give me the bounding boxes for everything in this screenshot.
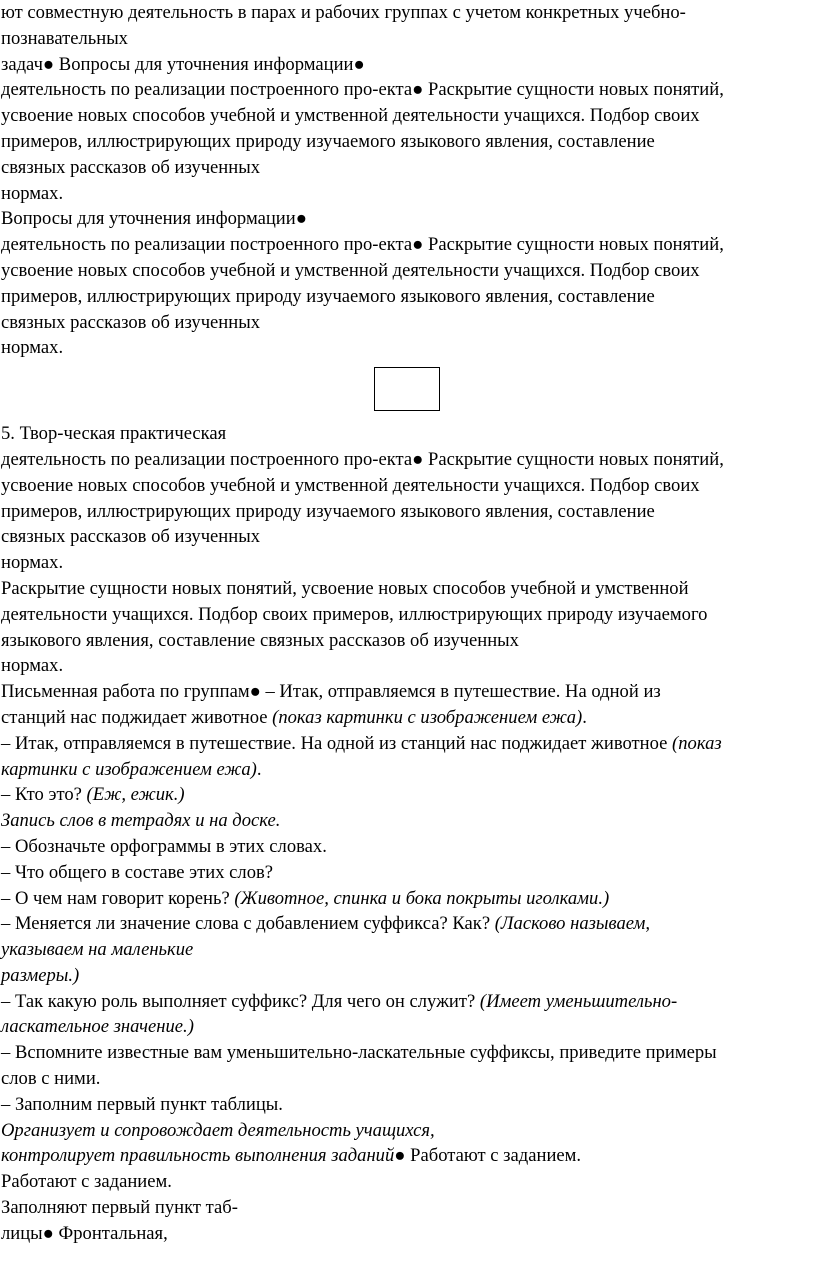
text-line: нормах. — [1, 337, 64, 359]
text-line: связных рассказов об изученных — [1, 311, 260, 333]
dialog-block — [0, 679, 816, 1247]
text-line: деятельности учащихся. Подбор своих примеров, иллюстрирующих природу изучаемого — [1, 603, 708, 625]
dialog-line: лицы● Фронтальная, — [1, 1222, 168, 1244]
dialog-line: – Кто это? (Еж, ежик.) — [1, 784, 185, 806]
dialog-line: – Что общего в составе этих слов? — [1, 861, 274, 883]
text-line: задач● Вопросы для уточнения информации● — [1, 53, 365, 75]
text-line: Вопросы для уточнения информации● — [1, 208, 307, 230]
dialog-line: ласкательное значение.) — [1, 1016, 194, 1038]
text-line: познавательных — [1, 27, 128, 49]
text-line: Раскрытие сущности новых понятий, усвоение новых способов учебной и умственной — [1, 577, 689, 599]
text-line: усвоение новых способов учебной и умственной деятельности учащихся. Подбор своих — [1, 259, 700, 281]
text-line: деятельность по реализации построенного про-екта● Раскрытие сущности новых понятий, — [1, 234, 724, 256]
dialog-line: – Так какую роль выполняет суффикс? Для чего он служит? (Имеет уменьшительно- — [1, 990, 678, 1012]
dialog-line: Работают с заданием. — [1, 1171, 172, 1193]
text-line: ют совместную деятельность в парах и рабочих группах с учетом конкретных учебно- — [1, 2, 686, 23]
dialog-line: Организует и сопровождает деятельность учащихся, — [1, 1119, 435, 1141]
text-block-1 — [0, 0, 816, 361]
dialog-line: – Меняется ли значение слова с добавлением суффикса? Как? (Ласково называем, — [1, 913, 651, 935]
dialog-line: – Заполним первый пункт таблицы. — [1, 1093, 283, 1115]
text-line: примеров, иллюстрирующих природу изучаемого языкового явления, составление — [1, 500, 655, 522]
text-line: языкового явления, составление связных рассказов об изученных — [1, 629, 519, 651]
text-line: 5. Твор-ческая практическая — [1, 423, 227, 445]
text-line: деятельность по реализации построенного про-екта● Раскрытие сущности новых понятий, — [1, 448, 724, 470]
dialog-line: Письменная работа по группам● – Итак, отправляемся в путешествие. На одной из — [1, 681, 661, 703]
empty-table-cell — [374, 367, 440, 411]
text-line: усвоение новых способов учебной и умственной деятельности учащихся. Подбор своих — [1, 474, 700, 496]
dialog-line: слов с ними. — [1, 1068, 101, 1090]
dialog-line: Запись слов в тетрадях и на доске. — [1, 810, 281, 832]
text-line: усвоение новых способов учебной и умственной деятельности учащихся. Подбор своих — [1, 105, 700, 127]
dialog-line: – Итак, отправляемся в путешествие. На одной из станций нас поджидает животное (показ — [1, 732, 722, 754]
text-line: нормах. — [1, 655, 64, 677]
empty-box-row — [0, 361, 816, 421]
dialog-line: указываем на маленькие — [1, 939, 194, 961]
dialog-line: Заполняют первый пункт таб- — [1, 1197, 238, 1219]
dialog-line: – Вспомните известные вам уменьшительно-ласкательные суффиксы, приведите примеры — [1, 1042, 717, 1064]
text-line: нормах. — [1, 552, 64, 574]
text-line: связных рассказов об изученных — [1, 526, 260, 548]
text-line: примеров, иллюстрирующих природу изучаемого языкового явления, составление — [1, 285, 655, 307]
text-line: деятельность по реализации построенного про-екта● Раскрытие сущности новых понятий, — [1, 79, 724, 101]
dialog-line: контролирует правильность выполнения заданий● Работают с заданием. — [1, 1145, 582, 1167]
text-line: нормах. — [1, 182, 64, 204]
text-block-2 — [0, 421, 816, 679]
dialog-line: – О чем нам говорит корень? (Животное, спинка и бока покрыты иголками.) — [1, 887, 610, 909]
text-line: связных рассказов об изученных — [1, 156, 260, 178]
dialog-line: – Обозначьте орфограммы в этих словах. — [1, 835, 327, 857]
dialog-line: станций нас поджидает животное (показ картинки с изображением ежа). — [1, 706, 587, 728]
dialog-line: картинки с изображением ежа). — [1, 758, 262, 780]
text-line: примеров, иллюстрирующих природу изучаемого языкового явления, составление — [1, 130, 655, 152]
dialog-line: размеры.) — [1, 964, 80, 986]
